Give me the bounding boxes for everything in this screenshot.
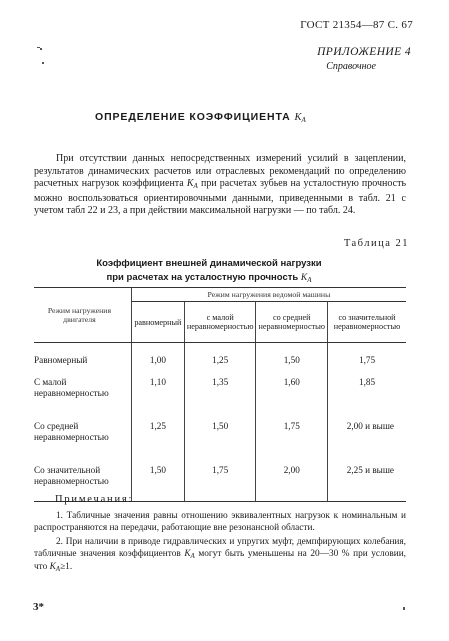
notes-heading: Примечания: bbox=[55, 494, 134, 505]
scan-speck bbox=[403, 607, 405, 610]
appendix-type: Справочное bbox=[326, 61, 376, 72]
table-cell: 1,85 bbox=[328, 370, 406, 414]
note-k-subscript: A bbox=[190, 551, 195, 560]
scan-speck bbox=[40, 48, 42, 50]
row-label: С малой неравномерностью bbox=[34, 376, 109, 398]
note-k-subscript-2: A bbox=[55, 565, 61, 573]
intro-text-a: При отсутствии данных непосредственных измерений усилий в зацеплении, результатов динамических расчетов или отраслевых рекомендаций по определению расчетных нагрузок коэффициента bbox=[34, 153, 406, 189]
k-subscript: A bbox=[301, 116, 306, 124]
caption-k-symbol: K bbox=[300, 273, 308, 283]
table-cell: 2,25 и выше bbox=[328, 458, 406, 502]
table-cell: 2,00 и выше bbox=[328, 414, 406, 458]
note-k-symbol: K bbox=[184, 548, 191, 559]
table-cell: 2,00 bbox=[256, 458, 328, 502]
row-label: Со средней неравномерностью bbox=[34, 420, 109, 442]
table-cell: 1,75 bbox=[184, 458, 256, 502]
table-row bbox=[34, 370, 406, 414]
row-label: Со значительной неравномерностью bbox=[34, 458, 131, 502]
table-cell: 1,25 bbox=[131, 414, 184, 458]
inline-k-subscript: A bbox=[193, 182, 198, 190]
table-row bbox=[34, 343, 406, 370]
k-symbol: K bbox=[294, 112, 302, 123]
section-title bbox=[95, 111, 306, 124]
table-caption-line2 bbox=[64, 271, 354, 287]
inline-k-symbol: K bbox=[186, 178, 194, 189]
table-caption bbox=[64, 257, 354, 287]
table-cell: 1,50 bbox=[256, 343, 328, 370]
dynamic-load-table bbox=[34, 287, 406, 502]
row-header: Режим нагружения двигателя bbox=[34, 288, 131, 343]
table-cell: 1,00 bbox=[131, 343, 184, 370]
page-signature-mark: 3* bbox=[33, 601, 44, 613]
running-header: ГОСТ 21354—87 С. 67 bbox=[300, 19, 413, 31]
col-header-medium: со средней неравномерностью bbox=[256, 302, 328, 343]
table-cell: 1,75 bbox=[256, 414, 328, 458]
table-row bbox=[34, 414, 406, 458]
row-label: Равномерный bbox=[34, 355, 88, 365]
section-title-text: ОПРЕДЕЛЕНИЕ КОЭФФИЦИЕНТА bbox=[95, 111, 291, 123]
note-2-text-a: 2. При наличии в приводе гидравлических и упругих муфт, демпфирующих колебания, табличные значения коэффициентов bbox=[34, 537, 406, 559]
table-cell: 1,35 bbox=[184, 370, 256, 414]
table-cell: 1,25 bbox=[184, 343, 256, 370]
note-2-text-c: ≥1. bbox=[60, 562, 73, 572]
notes-block bbox=[34, 511, 406, 579]
note-k-symbol-2: K bbox=[49, 562, 56, 572]
table-caption-line1: Коэффициент внешней динамической нагрузки bbox=[96, 258, 322, 269]
table-cell: 1,50 bbox=[184, 414, 256, 458]
table-cell: 1,60 bbox=[256, 370, 328, 414]
intro-paragraph bbox=[34, 153, 406, 218]
table-cell: 1,10 bbox=[131, 370, 184, 414]
caption-k-subscript: A bbox=[307, 276, 312, 284]
intro-text-b: при расчетах зубьев на усталостную прочность можно воспользоваться ориентировочными данными, приведенными в табл. 21 с учетом табл 22 и 23, а при действии максимальной нагрузки — по табл. 24. bbox=[34, 178, 407, 216]
note-2-text-b: могут быть уменьшены на 20—30 % при условии, что bbox=[34, 548, 407, 572]
appendix-title: ПРИЛОЖЕНИЕ 4 bbox=[317, 46, 411, 58]
col-header-significant: со значительной неравномерностью bbox=[328, 302, 406, 343]
column-group-header: Режим нагружения ведомой машины bbox=[131, 288, 406, 302]
table-cell: 1,75 bbox=[328, 343, 406, 370]
table-label: Таблица 21 bbox=[343, 238, 409, 249]
col-header-small: с малой неравномерностью bbox=[184, 302, 256, 343]
note-2 bbox=[34, 537, 406, 576]
table-cell: 1,50 bbox=[131, 458, 184, 502]
note-1: 1. Табличные значения равны отношению эквивалентных нагрузок к номинальным и распространяются на передачи, работающие вне резонансной области. bbox=[34, 511, 406, 533]
table-caption-line2-text: при расчетах на усталостную прочность bbox=[106, 272, 299, 283]
col-header-uniform: равномерный bbox=[131, 302, 184, 343]
scan-speck bbox=[42, 62, 44, 64]
